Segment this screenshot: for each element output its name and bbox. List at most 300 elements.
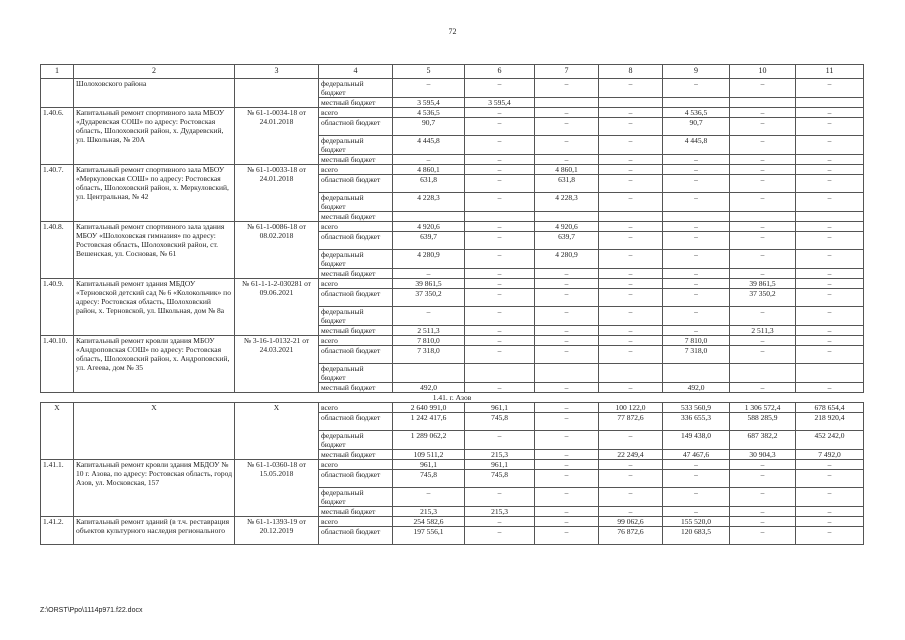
row-number xyxy=(41,79,74,108)
budget-type: местный бюджет xyxy=(319,507,393,517)
value-cell: 99 062,6 xyxy=(599,517,663,527)
value-cell: – xyxy=(663,175,730,193)
budget-type: областной бюджет xyxy=(319,175,393,193)
column-header: 10 xyxy=(730,65,796,79)
value-cell: – xyxy=(599,232,663,250)
value-cell: – xyxy=(599,507,663,517)
value-cell: – xyxy=(393,269,465,279)
value-cell xyxy=(796,364,864,383)
header-row xyxy=(41,65,864,79)
row-title: Капитальный ремонт кровли здания МБОУ «Андроповская СОШ» по адресу: Ростовская область, Шолоховский район, х. Андроповский, ул. Агеева, дом № 35 xyxy=(74,336,235,393)
value-cell: 4 536,5 xyxy=(393,108,465,118)
value-cell: – xyxy=(796,488,864,507)
value-cell: – xyxy=(796,165,864,175)
document-reference: № 61-1-1-2-030281 от 09.06.2021 xyxy=(235,279,319,336)
value-cell: – xyxy=(465,136,535,155)
value-cell: 639,7 xyxy=(393,232,465,250)
value-cell: 4 860,1 xyxy=(393,165,465,175)
value-cell: – xyxy=(796,175,864,193)
value-cell: 452 242,0 xyxy=(796,431,864,450)
value-cell: – xyxy=(599,470,663,488)
value-cell: – xyxy=(663,289,730,307)
value-cell: 4 536,5 xyxy=(663,108,730,118)
value-cell: 492,0 xyxy=(393,383,465,393)
value-cell: 47 467,6 xyxy=(663,450,730,460)
budget-type: всего xyxy=(319,336,393,346)
row-title: Капитальный ремонт спортивного зала МБОУ «Меркуловская СОШ» по адресу: Ростовская область, Шолоховский район, х. Меркуловский, ул. Центральная, № 42 xyxy=(74,165,235,222)
document-reference: № 61-1-0033-18 от 24.01.2018 xyxy=(235,165,319,222)
table-body xyxy=(41,79,864,545)
value-cell: 588 285,9 xyxy=(730,413,796,431)
value-cell: – xyxy=(796,527,864,545)
row-number: Х xyxy=(41,403,74,460)
row-title: Капитальный ремонт кровли здания МБДОУ № 10 г. Азова, по адресу: Ростовская область, город Азов, ул. Московская, 157 xyxy=(74,460,235,517)
value-cell xyxy=(535,212,599,222)
value-cell xyxy=(465,212,535,222)
value-cell: 37 350,2 xyxy=(730,289,796,307)
value-cell: – xyxy=(599,79,663,98)
value-cell: 218 920,4 xyxy=(796,413,864,431)
value-cell: – xyxy=(730,108,796,118)
budget-type: всего xyxy=(319,403,393,413)
row-title: Капитальный ремонт зданий (в т.ч. реставрация объектов культурного наследия регионального xyxy=(74,517,235,545)
section-title: 1.41. г. Азов xyxy=(41,393,864,403)
value-cell: – xyxy=(663,326,730,336)
value-cell: – xyxy=(535,488,599,507)
value-cell: 22 249,4 xyxy=(599,450,663,460)
table-row xyxy=(41,460,864,470)
value-cell: 4 920,6 xyxy=(393,222,465,232)
budget-type: местный бюджет xyxy=(319,269,393,279)
table-row xyxy=(41,165,864,175)
value-cell: – xyxy=(599,108,663,118)
value-cell: – xyxy=(663,232,730,250)
value-cell: – xyxy=(599,165,663,175)
budget-type: всего xyxy=(319,108,393,118)
table-row xyxy=(41,108,864,118)
value-cell: 254 582,6 xyxy=(393,517,465,527)
budget-type: областной бюджет xyxy=(319,346,393,364)
value-cell: – xyxy=(599,250,663,269)
value-cell xyxy=(393,364,465,383)
value-cell: 7 318,0 xyxy=(663,346,730,364)
value-cell: 77 872,6 xyxy=(599,413,663,431)
row-title: Шолоховского района xyxy=(74,79,235,108)
document-reference: № 3-16-1-0132-21 от 24.03.2021 xyxy=(235,336,319,393)
value-cell: – xyxy=(730,232,796,250)
value-cell: 30 904,3 xyxy=(730,450,796,460)
row-number: 1.41.1. xyxy=(41,460,74,517)
budget-type: областной бюджет xyxy=(319,527,393,545)
value-cell: – xyxy=(663,470,730,488)
budget-type: местный бюджет xyxy=(319,98,393,108)
value-cell: – xyxy=(796,517,864,527)
value-cell: – xyxy=(796,79,864,98)
value-cell: – xyxy=(535,403,599,413)
value-cell: – xyxy=(730,155,796,165)
value-cell xyxy=(730,364,796,383)
value-cell: – xyxy=(796,460,864,470)
value-cell: – xyxy=(796,155,864,165)
table-header xyxy=(41,65,864,79)
value-cell: 215,3 xyxy=(465,507,535,517)
value-cell: – xyxy=(796,250,864,269)
value-cell: – xyxy=(465,193,535,212)
value-cell xyxy=(599,364,663,383)
value-cell: – xyxy=(535,326,599,336)
value-cell: 631,8 xyxy=(393,175,465,193)
value-cell: – xyxy=(535,289,599,307)
value-cell xyxy=(796,212,864,222)
value-cell xyxy=(663,98,730,108)
value-cell: 2 511,3 xyxy=(730,326,796,336)
budget-type: федеральный бюджет xyxy=(319,307,393,326)
value-cell: – xyxy=(465,118,535,136)
budget-type: всего xyxy=(319,222,393,232)
value-cell: – xyxy=(535,470,599,488)
document-reference: Х xyxy=(235,403,319,460)
value-cell: 7 318,0 xyxy=(393,346,465,364)
row-number: 1.40.10. xyxy=(41,336,74,393)
value-cell: 687 382,2 xyxy=(730,431,796,450)
value-cell: 120 683,5 xyxy=(663,527,730,545)
value-cell: – xyxy=(663,269,730,279)
value-cell: – xyxy=(535,118,599,136)
value-cell xyxy=(730,98,796,108)
value-cell xyxy=(599,98,663,108)
file-path-footer: Z:\ORST\Ppo\1114p971.f22.docx xyxy=(40,607,143,614)
value-cell: – xyxy=(535,450,599,460)
value-cell: 4 860,1 xyxy=(535,165,599,175)
row-title: Х xyxy=(74,403,235,460)
document-reference: № 61-1-1393-19 от 20.12.2019 xyxy=(235,517,319,545)
value-cell: – xyxy=(535,431,599,450)
value-cell: – xyxy=(465,279,535,289)
value-cell: – xyxy=(393,79,465,98)
value-cell: – xyxy=(465,79,535,98)
value-cell: – xyxy=(535,517,599,527)
row-number: 1.40.7. xyxy=(41,165,74,222)
value-cell: 4 280,9 xyxy=(535,250,599,269)
value-cell: – xyxy=(730,460,796,470)
budget-type: областной бюджет xyxy=(319,118,393,136)
value-cell: – xyxy=(465,155,535,165)
value-cell: – xyxy=(730,165,796,175)
section-row xyxy=(41,393,864,403)
value-cell xyxy=(393,212,465,222)
column-header: 3 xyxy=(235,65,319,79)
table-row xyxy=(41,336,864,346)
value-cell: – xyxy=(796,289,864,307)
value-cell: 4 228,3 xyxy=(535,193,599,212)
value-cell: – xyxy=(599,488,663,507)
value-cell: – xyxy=(663,165,730,175)
value-cell: – xyxy=(599,222,663,232)
value-cell xyxy=(535,364,599,383)
value-cell: 4 280,9 xyxy=(393,250,465,269)
value-cell: – xyxy=(599,346,663,364)
value-cell: 149 438,0 xyxy=(663,431,730,450)
row-number: 1.40.8. xyxy=(41,222,74,279)
value-cell: 7 810,0 xyxy=(393,336,465,346)
budget-type: федеральный бюджет xyxy=(319,136,393,155)
value-cell: 39 861,5 xyxy=(730,279,796,289)
budget-type: всего xyxy=(319,165,393,175)
value-cell: – xyxy=(796,279,864,289)
value-cell: 7 810,0 xyxy=(663,336,730,346)
value-cell: – xyxy=(599,383,663,393)
value-cell: 2 511,3 xyxy=(393,326,465,336)
budget-table xyxy=(40,64,864,545)
budget-type: местный бюджет xyxy=(319,450,393,460)
value-cell: 745,8 xyxy=(465,470,535,488)
value-cell: 76 872,6 xyxy=(599,527,663,545)
value-cell: – xyxy=(599,118,663,136)
value-cell: – xyxy=(465,488,535,507)
value-cell: – xyxy=(730,250,796,269)
value-cell: – xyxy=(599,136,663,155)
value-cell: 4 228,3 xyxy=(393,193,465,212)
value-cell xyxy=(796,98,864,108)
value-cell: – xyxy=(465,232,535,250)
budget-type: федеральный бюджет xyxy=(319,79,393,98)
value-cell: 2 640 991,0 xyxy=(393,403,465,413)
value-cell: – xyxy=(465,527,535,545)
row-number: 1.41.2. xyxy=(41,517,74,545)
document-reference: № 61-1-0360-18 от 15.05.2018 xyxy=(235,460,319,517)
value-cell: – xyxy=(465,289,535,307)
document-reference: № 61-1-0086-18 от 08.02.2018 xyxy=(235,222,319,279)
value-cell: – xyxy=(535,136,599,155)
value-cell: – xyxy=(465,346,535,364)
value-cell: – xyxy=(796,193,864,212)
value-cell: – xyxy=(663,193,730,212)
value-cell: 37 350,2 xyxy=(393,289,465,307)
value-cell: 639,7 xyxy=(535,232,599,250)
value-cell: 1 306 572,4 xyxy=(730,403,796,413)
value-cell: – xyxy=(535,507,599,517)
value-cell: – xyxy=(796,269,864,279)
value-cell: – xyxy=(796,136,864,155)
value-cell: 39 861,5 xyxy=(393,279,465,289)
value-cell: 1 242 417,6 xyxy=(393,413,465,431)
value-cell: – xyxy=(535,336,599,346)
budget-type: всего xyxy=(319,279,393,289)
value-cell: – xyxy=(663,222,730,232)
value-cell: – xyxy=(599,460,663,470)
value-cell: – xyxy=(663,279,730,289)
value-cell: – xyxy=(796,470,864,488)
value-cell: 631,8 xyxy=(535,175,599,193)
value-cell: – xyxy=(730,118,796,136)
value-cell: – xyxy=(796,346,864,364)
value-cell: – xyxy=(730,269,796,279)
value-cell: – xyxy=(796,232,864,250)
value-cell: – xyxy=(465,165,535,175)
value-cell: – xyxy=(599,175,663,193)
value-cell: – xyxy=(663,155,730,165)
value-cell: – xyxy=(535,108,599,118)
value-cell: – xyxy=(465,383,535,393)
value-cell: – xyxy=(796,326,864,336)
value-cell: – xyxy=(796,507,864,517)
value-cell: – xyxy=(663,488,730,507)
value-cell: – xyxy=(796,383,864,393)
row-title: Капитальный ремонт спортивного зала здания МБОУ «Шолоховская гимназия» по адресу: Ростовская область, Шолоховский район, ст. Вешенская, ул. Сосновая, № 61 xyxy=(74,222,235,279)
budget-type: областной бюджет xyxy=(319,470,393,488)
budget-type: местный бюджет xyxy=(319,155,393,165)
value-cell xyxy=(663,212,730,222)
value-cell: 215,3 xyxy=(465,450,535,460)
value-cell: 100 122,0 xyxy=(599,403,663,413)
column-header: 9 xyxy=(663,65,730,79)
table-row xyxy=(41,517,864,527)
value-cell: – xyxy=(465,307,535,326)
value-cell: – xyxy=(663,250,730,269)
value-cell: – xyxy=(599,336,663,346)
value-cell: – xyxy=(465,175,535,193)
value-cell: 109 511,2 xyxy=(393,450,465,460)
value-cell: – xyxy=(535,346,599,364)
value-cell: – xyxy=(393,488,465,507)
value-cell xyxy=(535,98,599,108)
value-cell xyxy=(730,212,796,222)
document-reference xyxy=(235,79,319,108)
value-cell: – xyxy=(465,108,535,118)
value-cell: – xyxy=(730,527,796,545)
value-cell: – xyxy=(730,136,796,155)
value-cell: – xyxy=(663,460,730,470)
value-cell: – xyxy=(796,307,864,326)
value-cell: – xyxy=(663,507,730,517)
value-cell: 90,7 xyxy=(663,118,730,136)
value-cell: 745,8 xyxy=(465,413,535,431)
value-cell: 678 654,4 xyxy=(796,403,864,413)
column-header: 2 xyxy=(74,65,235,79)
value-cell: – xyxy=(599,279,663,289)
value-cell: – xyxy=(535,460,599,470)
budget-type: федеральный бюджет xyxy=(319,250,393,269)
table-row xyxy=(41,79,864,98)
column-header: 4 xyxy=(319,65,393,79)
value-cell: – xyxy=(599,193,663,212)
value-cell: – xyxy=(599,289,663,307)
value-cell: – xyxy=(599,269,663,279)
value-cell: 3 595,4 xyxy=(465,98,535,108)
value-cell: – xyxy=(730,307,796,326)
budget-type: местный бюджет xyxy=(319,383,393,393)
value-cell: – xyxy=(796,108,864,118)
budget-type: местный бюджет xyxy=(319,212,393,222)
row-number: 1.40.9. xyxy=(41,279,74,336)
value-cell: – xyxy=(730,175,796,193)
value-cell: – xyxy=(796,336,864,346)
document-reference: № 61-1-0034-18 от 24.01.2018 xyxy=(235,108,319,165)
value-cell: 492,0 xyxy=(663,383,730,393)
budget-type: областной бюджет xyxy=(319,232,393,250)
value-cell: – xyxy=(465,269,535,279)
value-cell: – xyxy=(730,383,796,393)
value-cell: 961,1 xyxy=(465,460,535,470)
value-cell: 4 445,8 xyxy=(393,136,465,155)
value-cell: – xyxy=(599,326,663,336)
value-cell: – xyxy=(730,346,796,364)
value-cell: – xyxy=(730,336,796,346)
column-header: 8 xyxy=(599,65,663,79)
table-row xyxy=(41,403,864,413)
value-cell: 1 289 062,2 xyxy=(393,431,465,450)
value-cell: – xyxy=(535,413,599,431)
page-number: 72 xyxy=(448,27,457,36)
column-header: 11 xyxy=(796,65,864,79)
value-cell: – xyxy=(599,431,663,450)
value-cell: 533 560,9 xyxy=(663,403,730,413)
value-cell: – xyxy=(730,488,796,507)
value-cell: 961,1 xyxy=(465,403,535,413)
value-cell: 4 445,8 xyxy=(663,136,730,155)
value-cell: – xyxy=(393,155,465,165)
value-cell: – xyxy=(393,307,465,326)
budget-type: областной бюджет xyxy=(319,413,393,431)
value-cell: – xyxy=(465,326,535,336)
budget-type: областной бюджет xyxy=(319,289,393,307)
budget-type: местный бюджет xyxy=(319,326,393,336)
value-cell: – xyxy=(730,507,796,517)
value-cell: 215,3 xyxy=(393,507,465,517)
row-title: Капитальный ремонт спортивного зала МБОУ «Дударевская СОШ» по адресу: Ростовская область, Шолоховский район, х. Дударевский, ул. Школьная, № 20А xyxy=(74,108,235,165)
value-cell: – xyxy=(730,470,796,488)
value-cell: – xyxy=(599,307,663,326)
budget-type: федеральный бюджет xyxy=(319,193,393,212)
value-cell: 90,7 xyxy=(393,118,465,136)
value-cell: 3 595,4 xyxy=(393,98,465,108)
value-cell: – xyxy=(663,307,730,326)
table-row xyxy=(41,279,864,289)
value-cell xyxy=(465,364,535,383)
column-header: 6 xyxy=(465,65,535,79)
value-cell: 745,8 xyxy=(393,470,465,488)
value-cell: – xyxy=(796,222,864,232)
value-cell: – xyxy=(465,336,535,346)
value-cell: 7 492,0 xyxy=(796,450,864,460)
value-cell: – xyxy=(535,307,599,326)
value-cell: – xyxy=(535,527,599,545)
value-cell: – xyxy=(535,269,599,279)
value-cell: – xyxy=(535,383,599,393)
value-cell: – xyxy=(730,222,796,232)
budget-type: федеральный бюджет xyxy=(319,364,393,383)
value-cell: – xyxy=(730,79,796,98)
value-cell: – xyxy=(465,250,535,269)
value-cell: – xyxy=(535,279,599,289)
row-title: Капитальный ремонт здания МБДОУ «Терновской детский сад № 6 «Колокольчик» по адресу: Ростовская область, Шолоховский район, х. Терновской, ул. Школьная, дом № 8а xyxy=(74,279,235,336)
budget-type: всего xyxy=(319,517,393,527)
column-header: 7 xyxy=(535,65,599,79)
value-cell: – xyxy=(465,222,535,232)
value-cell: – xyxy=(535,79,599,98)
value-cell xyxy=(599,212,663,222)
value-cell: – xyxy=(599,155,663,165)
budget-type: федеральный бюджет xyxy=(319,431,393,450)
column-header: 1 xyxy=(41,65,74,79)
value-cell: – xyxy=(730,193,796,212)
value-cell: – xyxy=(535,155,599,165)
value-cell: – xyxy=(663,79,730,98)
value-cell: – xyxy=(796,118,864,136)
value-cell xyxy=(663,364,730,383)
value-cell: 197 556,1 xyxy=(393,527,465,545)
value-cell: 155 520,0 xyxy=(663,517,730,527)
